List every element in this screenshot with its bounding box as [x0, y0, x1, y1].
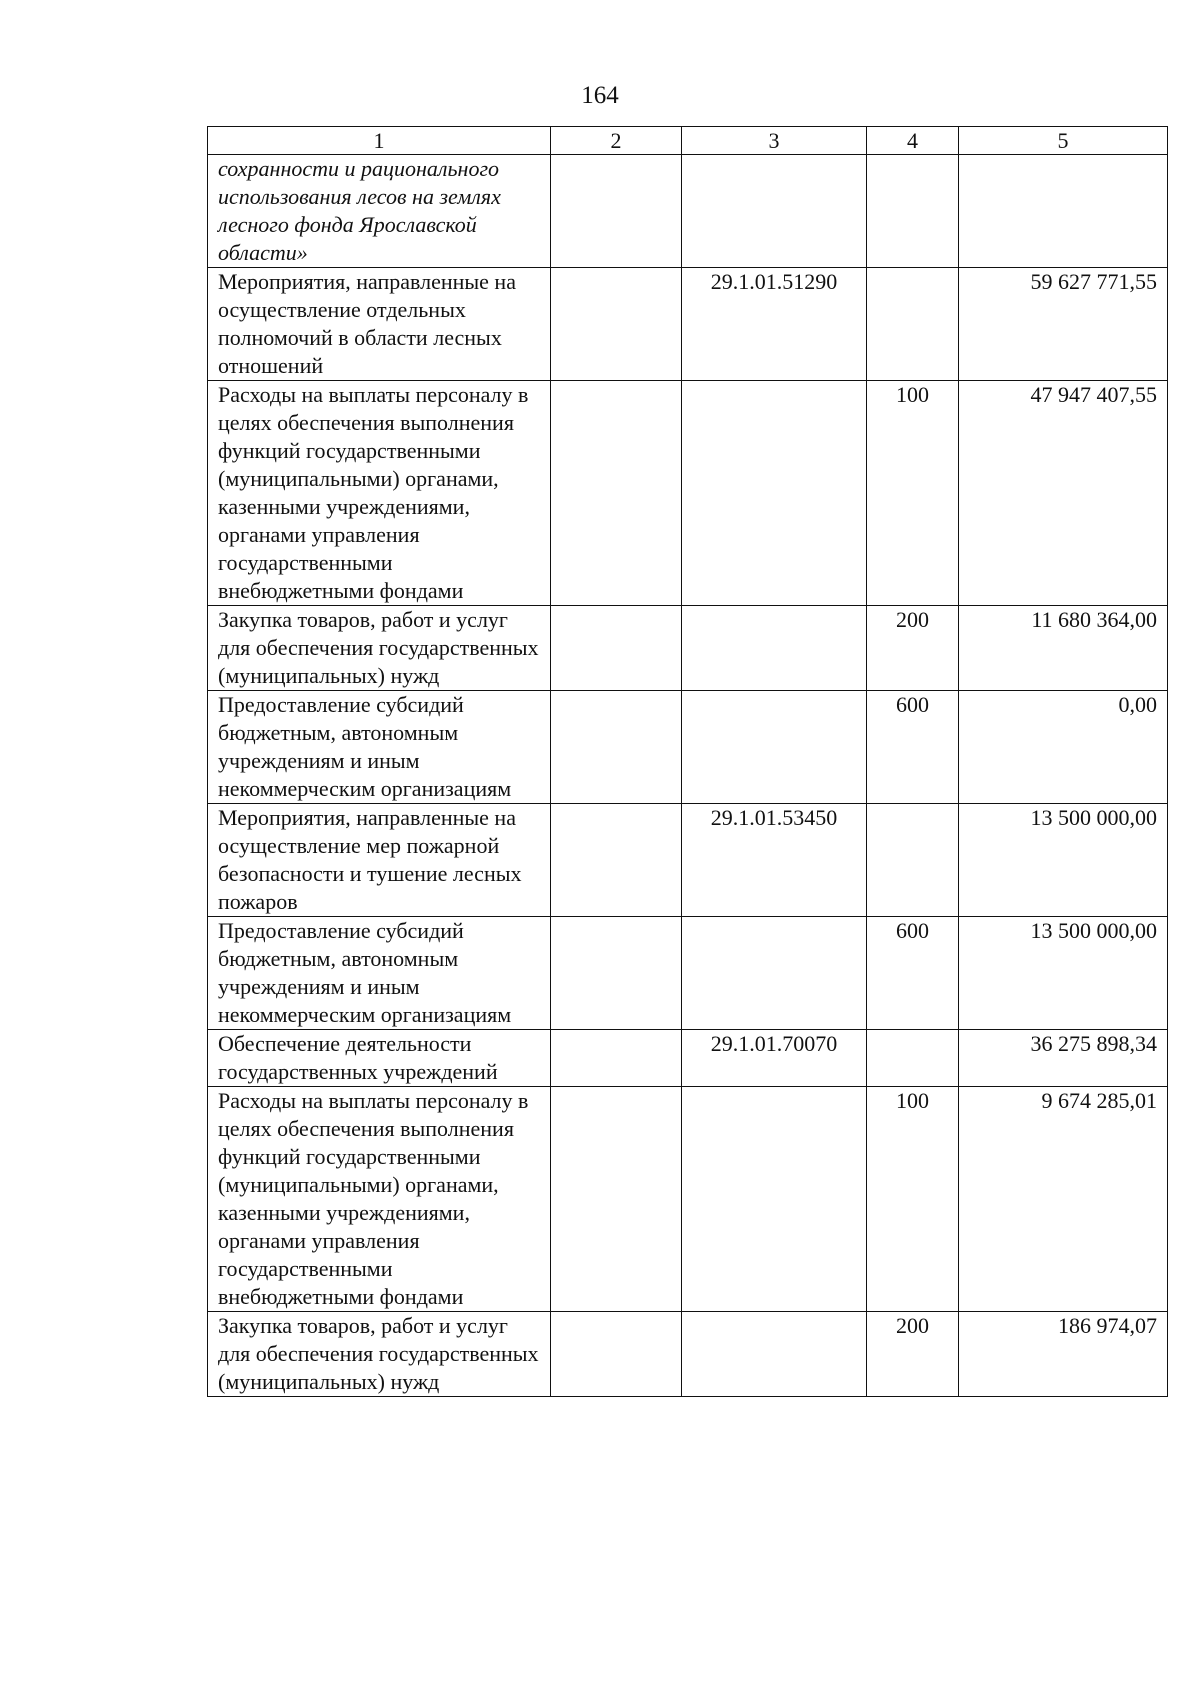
column-header: 1 [208, 127, 551, 155]
row-type: 200 [867, 606, 959, 691]
column-header: 3 [682, 127, 867, 155]
row-sum: 13 500 000,00 [959, 917, 1168, 1030]
row-sum [959, 155, 1168, 268]
page-number: 164 [581, 82, 619, 109]
row-type: 100 [867, 381, 959, 606]
row-type [867, 268, 959, 381]
row-name: Закупка товаров, работ и услуг для обеспечения государственных (муниципальных) нужд [208, 606, 551, 691]
row-col2 [551, 917, 682, 1030]
row-code: 29.1.01.51290 [682, 268, 867, 381]
table-row [208, 1087, 1168, 1312]
row-sum: 186 974,07 [959, 1312, 1168, 1397]
row-name: Мероприятия, направленные на осуществление отдельных полномочий в области лесных отношений [208, 268, 551, 381]
row-sum: 59 627 771,55 [959, 268, 1168, 381]
row-type [867, 1030, 959, 1087]
table-row [208, 268, 1168, 381]
column-header: 4 [867, 127, 959, 155]
row-col2 [551, 606, 682, 691]
column-header: 5 [959, 127, 1168, 155]
row-type: 200 [867, 1312, 959, 1397]
row-code [682, 691, 867, 804]
row-code [682, 155, 867, 268]
row-name: Закупка товаров, работ и услуг для обеспечения государственных (муниципальных) нужд [208, 1312, 551, 1397]
row-type: 100 [867, 1087, 959, 1312]
table-row [208, 1030, 1168, 1087]
row-name: Расходы на выплаты персоналу в целях обеспечения выполнения функций государственными (муниципальными) органами, казенными учреждениями, органами управления государственными внебюджетными фондами [208, 381, 551, 606]
table-row [208, 804, 1168, 917]
row-sum: 0,00 [959, 691, 1168, 804]
table-row [208, 1312, 1168, 1397]
row-type [867, 804, 959, 917]
row-sum: 9 674 285,01 [959, 1087, 1168, 1312]
row-col2 [551, 268, 682, 381]
row-name: сохранности и рационального использования лесов на землях лесного фонда Ярославской области» [208, 155, 551, 268]
row-sum: 13 500 000,00 [959, 804, 1168, 917]
table-row [208, 691, 1168, 804]
row-type [867, 155, 959, 268]
table-row [208, 606, 1168, 691]
row-col2 [551, 804, 682, 917]
row-name: Расходы на выплаты персоналу в целях обеспечения выполнения функций государственными (муниципальными) органами, казенными учреждениями, органами управления государственными внебюджетными фондами [208, 1087, 551, 1312]
row-sum: 47 947 407,55 [959, 381, 1168, 606]
column-header: 2 [551, 127, 682, 155]
row-col2 [551, 691, 682, 804]
row-code [682, 1312, 867, 1397]
row-name: Предоставление субсидий бюджетным, автономным учреждениям и иным некоммерческим организациям [208, 917, 551, 1030]
row-sum: 11 680 364,00 [959, 606, 1168, 691]
table-row [208, 917, 1168, 1030]
row-col2 [551, 1030, 682, 1087]
row-col2 [551, 1087, 682, 1312]
row-type: 600 [867, 917, 959, 1030]
table-row [208, 381, 1168, 606]
row-name: Предоставление субсидий бюджетным, автономным учреждениям и иным некоммерческим организациям [208, 691, 551, 804]
row-code [682, 606, 867, 691]
row-sum: 36 275 898,34 [959, 1030, 1168, 1087]
row-col2 [551, 381, 682, 606]
row-type: 600 [867, 691, 959, 804]
table-header-row [208, 127, 1168, 155]
table-row [208, 155, 1168, 268]
row-code: 29.1.01.53450 [682, 804, 867, 917]
row-name: Обеспечение деятельности государственных учреждений [208, 1030, 551, 1087]
row-code: 29.1.01.70070 [682, 1030, 867, 1087]
row-col2 [551, 155, 682, 268]
row-code [682, 381, 867, 606]
budget-table [207, 126, 1168, 1397]
row-code [682, 917, 867, 1030]
row-col2 [551, 1312, 682, 1397]
row-name: Мероприятия, направленные на осуществление мер пожарной безопасности и тушение лесных пожаров [208, 804, 551, 917]
row-code [682, 1087, 867, 1312]
